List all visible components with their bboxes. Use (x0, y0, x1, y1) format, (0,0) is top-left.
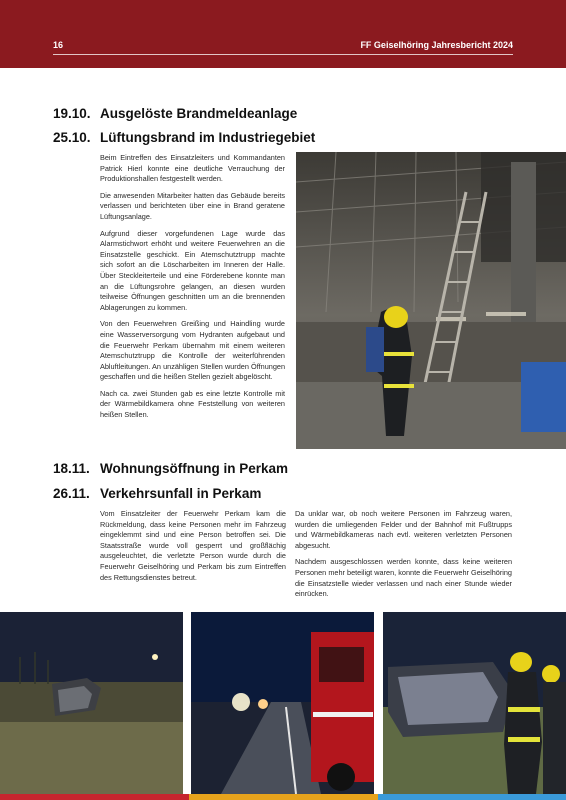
footer-bar-yellow (189, 794, 378, 800)
paragraph: Die anwesenden Mitarbeiter hatten das Gebäude bereits verlassen und berichteten über eine in Brand geratene Lüftungsanlage. (100, 190, 285, 221)
photo-fire-truck-road (191, 612, 374, 794)
entry-heading (53, 486, 261, 501)
entry-title: Ausgelöste Brandmeldeanlage (100, 106, 298, 121)
article-text-lueftung (100, 153, 285, 427)
report-title: FF Geiselhöring Jahresbericht 2024 (360, 40, 513, 50)
photo-accident-field (0, 612, 183, 794)
entry-date: 26.11. (53, 486, 90, 501)
footer-bar-red (0, 794, 189, 800)
paragraph: Nach ca. zwei Stunden gab es eine letzte Kontrolle mit der Wärmebildkamera ohne Feststellung von weiteren heißen Stellen. (100, 388, 285, 420)
entry-heading (53, 461, 288, 476)
entry-title: Verkehrsunfall in Perkam (100, 486, 262, 501)
header-divider (53, 54, 513, 55)
paragraph: Beim Eintreffen des Einsatzleiters und Kommandanten Patrick Hierl konnte eine deutliche Verrauchung der Produktionshallen festgestellt werden. (100, 153, 285, 184)
entry-date: 18.11. (53, 461, 90, 476)
article-text-unfall-left (100, 509, 286, 589)
page-header (0, 0, 566, 68)
entry-heading (53, 130, 315, 145)
photo-firefighter-ladder (296, 152, 566, 449)
page-number: 16 (53, 40, 64, 50)
entry-date: 19.10. (53, 106, 91, 121)
paragraph: Nachdem ausgeschlossen werden konnte, dass keine weiteren Personen mehr beteiligt waren, konnte die Feuerwehr Geiselhöring die Einsatzstelle wieder verlassen und nach einer Stunde wieder einrücken. (295, 557, 512, 599)
article-text-unfall-right (295, 509, 512, 606)
entry-heading (53, 106, 297, 121)
paragraph: Da unklar war, ob noch weitere Personen im Fahrzeug waren, wurden die umliegenden Felder und der Bahnhof mit Fußtrupps und Wärmebildkameras nach evtl. weiteren verletzten Personen abgesucht. (295, 509, 512, 550)
footer-bar-blue (378, 794, 566, 800)
entry-date: 25.10. (53, 130, 91, 145)
paragraph: Aufgrund dieser vorgefundenen Lage wurde das Alarmstichwort erhöht und weitere Feuerwehren an die Einsatzstelle geschickt. Ein Atemschutztrupp machte sich sofort an die Löscharbeiten im Inneren der Halle. Über Steckleiterteile und eine Förderebene konnte man an die Lüftungsrohre gelangen, an diesen wurden teilweise Öffnungen geschnitten um an die brennenden Ablagerungen zu kommen. (100, 228, 285, 312)
entry-title: Lüftungsbrand im Industriegebiet (100, 130, 316, 145)
paragraph: Von den Feuerwehren Greißing und Haindling wurde eine Wasserversorgung vom Hydranten aufgebaut und die Feuerwehr Perkam übernahm mit einem weiteren Atemschutztrupp die Kontrolle der weiterführenden Abluftleitungen. An unzähligen Stellen wurden Öffnungen geschaffen und die heißen Stellen gezielt abgelöscht. (100, 319, 285, 382)
photo-overturned-car (383, 612, 566, 794)
paragraph: Vom Einsatzleiter der Feuerwehr Perkam kam die Rückmeldung, dass keine Personen mehr im Fahrzeug eingeklemmt sind und eine Person betroffen sei. Die Staatsstraße wurde voll gesperrt und großflächig ausgeleuchtet, die verletzte Person wurde durch die Feuerwehr Geiselhöring und Perkam bis zum Eintreffen des Rettungsdienstes betreut. (100, 509, 286, 582)
entry-title: Wohnungsöffnung in Perkam (100, 461, 288, 476)
